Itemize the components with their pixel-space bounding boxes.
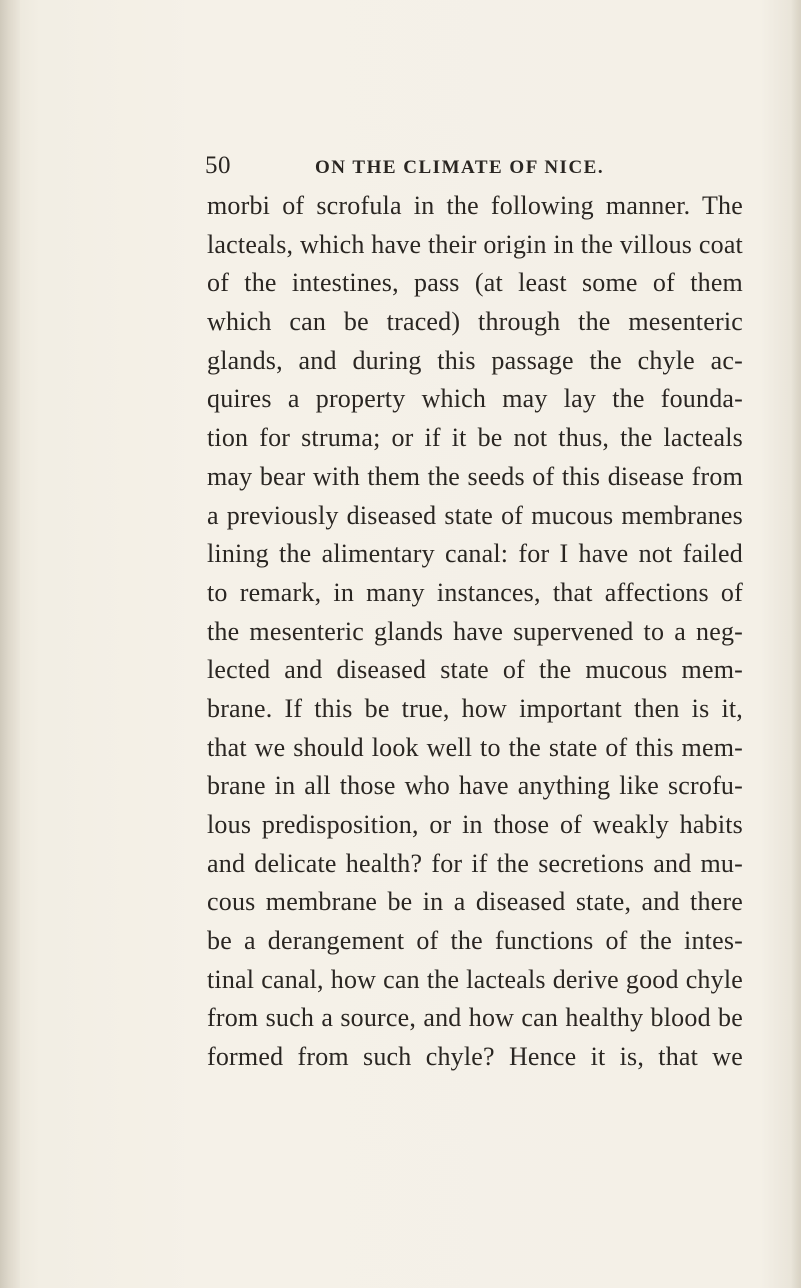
running-head — [205, 152, 625, 182]
text-line: brane. If this be true, how important then is it, — [207, 693, 743, 723]
text-line: morbi of scrofula in the following manner. The — [207, 191, 743, 220]
text-line: lining the alimentary canal: for I have not failed — [207, 539, 743, 569]
text-line: the mesenteric glands have supervened to a neg- — [207, 616, 743, 646]
text-line: lacteals, which have their origin in the villous coat — [207, 229, 743, 259]
text-line: to remark, in many instances, that affections of — [207, 577, 743, 607]
page-number: 50 — [205, 152, 231, 179]
text-line: that we should look well to the state of this mem- — [207, 732, 743, 762]
body-text — [207, 187, 743, 1077]
text-line: and delicate health? for if the secretions and mu- — [207, 848, 743, 878]
text-line: be a derangement of the functions of the intes- — [207, 926, 743, 956]
text-line: cous membrane be in a diseased state, and there — [207, 887, 743, 917]
text-line: quires a property which may lay the founda- — [207, 384, 743, 414]
page-right-edge — [791, 0, 801, 1288]
text-line: formed from such chyle? Hence it is, that we — [207, 1042, 743, 1072]
text-line: from such a source, and how can healthy blood be — [207, 1003, 743, 1033]
text-line: of the intestines, pass (at least some of them — [207, 268, 743, 298]
text-line: glands, and during this passage the chyle ac- — [207, 345, 743, 375]
text-line: which can be traced) through the mesenteric — [207, 307, 743, 337]
text-line: a previously diseased state of mucous membranes — [207, 500, 743, 530]
text-line: brane in all those who have anything like scrofu- — [207, 771, 743, 801]
text-line: may bear with them the seeds of this disease from — [207, 461, 743, 491]
running-head-title: ON THE CLIMATE OF NICE. — [315, 157, 605, 178]
text-line: lected and diseased state of the mucous mem- — [207, 655, 743, 685]
page-binding-edge — [0, 0, 20, 1288]
text-line: lous predisposition, or in those of weakly habits — [207, 810, 743, 839]
text-line: tion for struma; or if it be not thus, the lacteals — [207, 423, 743, 453]
text-line: tinal canal, how can the lacteals derive good chyle — [207, 964, 743, 994]
